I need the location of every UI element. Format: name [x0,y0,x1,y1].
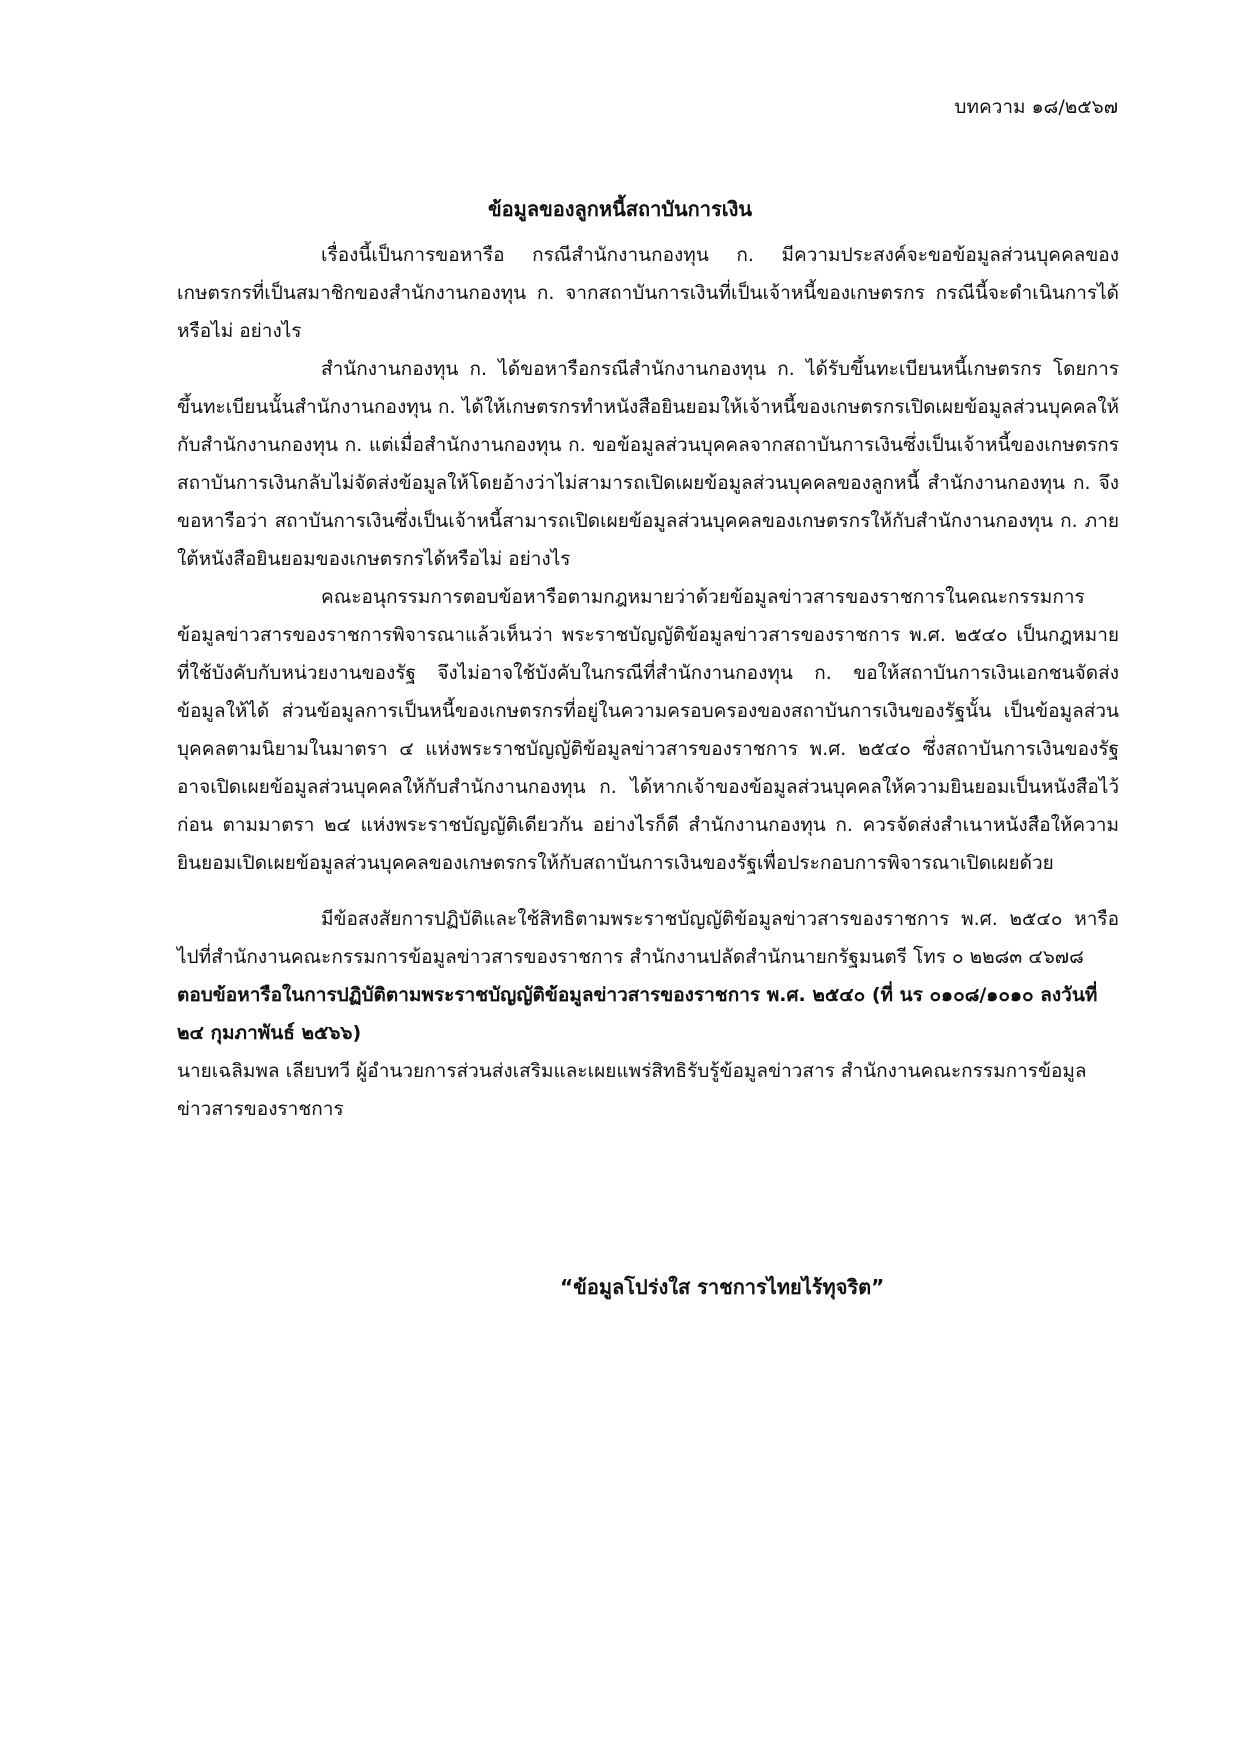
paragraph-opinion: คณะอนุกรรมการตอบข้อหารือตามกฎหมายว่าด้วยข้อมูลข่าวสารของราชการในคณะกรรมการข้อมูลข่าวสารของราชการพิจารณาแล้วเห็นว่า พระราชบัญญัติข้อมูลข่าวสารของราชการ พ.ศ. ๒๕๔๐ เป็นกฎหมายที่ใช้บังคับกับหน่วยงานของรัฐ จึงไม่อาจใช้บังคับในกรณีที่สำนักงานกองทุน ก. ขอให้สถาบันการเงินเอกชนจัดส่งข้อมูลให้ได้ ส่วนข้อมูลการเป็นหนี้ของเกษตรกรที่อยู่ในความครอบครองของสถาบันการเงินของรัฐนั้น เป็นข้อมูลส่วนบุคคลตามนิยามในมาตรา ๔ แห่งพระราชบัญญัติข้อมูลข่าวสารของราชการ พ.ศ. ๒๕๔๐ ซึ่งสถาบันการเงินของรัฐอาจเปิดเผยข้อมูลส่วนบุคคลให้กับสำนักงานกองทุน ก. ได้หากเจ้าของข้อมูลส่วนบุคคลให้ความยินยอมเป็นหนังสือไว้ก่อน ตามมาตรา ๒๔ แห่งพระราชบัญญัติเดียวกัน อย่างไรก็ดี สำนักงานกองทุน ก. ควรจัดส่งสำเนาหนังสือให้ความยินยอมเปิดเผยข้อมูลส่วนบุคคลของเกษตรกรให้กับสถาบันการเงินของรัฐเพื่อประกอบการพิจารณาเปิดเผยด้วย [177,586,1119,874]
reference-line: ตอบข้อหารือในการปฏิบัติตามพระราชบัญญัติข้อมูลข่าวสารของราชการ พ.ศ. ๒๕๔๐ (ที่ นร ๐๑๐๘/๑๐๑๐ ลงวันที่ ๒๔ กุมภาพันธ์ ๒๕๖๖) [177,984,1098,1044]
paragraph-question: เรื่องนี้เป็นการขอหารือ กรณีสำนักงานกองทุน ก. มีความประสงค์จะขอข้อมูลส่วนบุคคลของเกษตรกรที่เป็นสมาชิกของสำนักงานกองทุน ก. จากสถาบันการเงินที่เป็นเจ้าหนี้ของเกษตรกร กรณีนี้จะดำเนินการได้หรือไม่ อย่างไร [177,244,1119,342]
paragraph-contact: มีข้อสงสัยการปฏิบัติและใช้สิทธิตามพระราชบัญญัติข้อมูลข่าวสารของราชการ พ.ศ. ๒๕๔๐ หารือไปที่สำนักงานคณะกรรมการข้อมูลข่าวสารของราชการ สำนักงานปลัดสำนักนายกรัฐมนตรี โทร ๐ ๒๒๘๓ ๔๖๗๘ [177,908,1119,968]
document-body [177,236,1119,1128]
author-line: นายเฉลิมพล เลียบทวี ผู้อำนวยการส่วนส่งเสริมและเผยแพร่สิทธิรับรู้ข้อมูลข่าวสาร สำนักงานคณะกรรมการข้อมูลข่าวสารของราชการ [177,1060,1087,1120]
document-title: ข้อมูลของลูกหนี้สถาบันการเงิน [487,197,753,221]
document-number: บทความ ๑๘/๒๕๖๗ [954,96,1118,118]
slogan: “ข้อมูลโปร่งใส ราชการไทยไร้ทุจริต” [560,1275,885,1299]
paragraph-background: สำนักงานกองทุน ก. ได้ขอหารือกรณีสำนักงานกองทุน ก. ได้รับขึ้นทะเบียนหนี้เกษตรกร โดยการขึ้นทะเบียนนั้นสำนักงานกองทุน ก. ได้ให้เกษตรกรทำหนังสือยินยอมให้เจ้าหนี้ของเกษตรกรเปิดเผยข้อมูลส่วนบุคคลให้กับสำนักงานกองทุน ก. แต่เมื่อสำนักงานกองทุน ก. ขอข้อมูลส่วนบุคคลจากสถาบันการเงินซึ่งเป็นเจ้าหนี้ของเกษตรกร สถาบันการเงินกลับไม่จัดส่งข้อมูลให้โดยอ้างว่าไม่สามารถเปิดเผยข้อมูลส่วนบุคคลของลูกหนี้ สำนักงานกองทุน ก. จึงขอหารือว่า สถาบันการเงินซึ่งเป็นเจ้าหนี้สามารถเปิดเผยข้อมูลส่วนบุคคลของเกษตรกรให้กับสำนักงานกองทุน ก. ภายใต้หนังสือยินยอมของเกษตรกรได้หรือไม่ อย่างไร [177,358,1119,570]
